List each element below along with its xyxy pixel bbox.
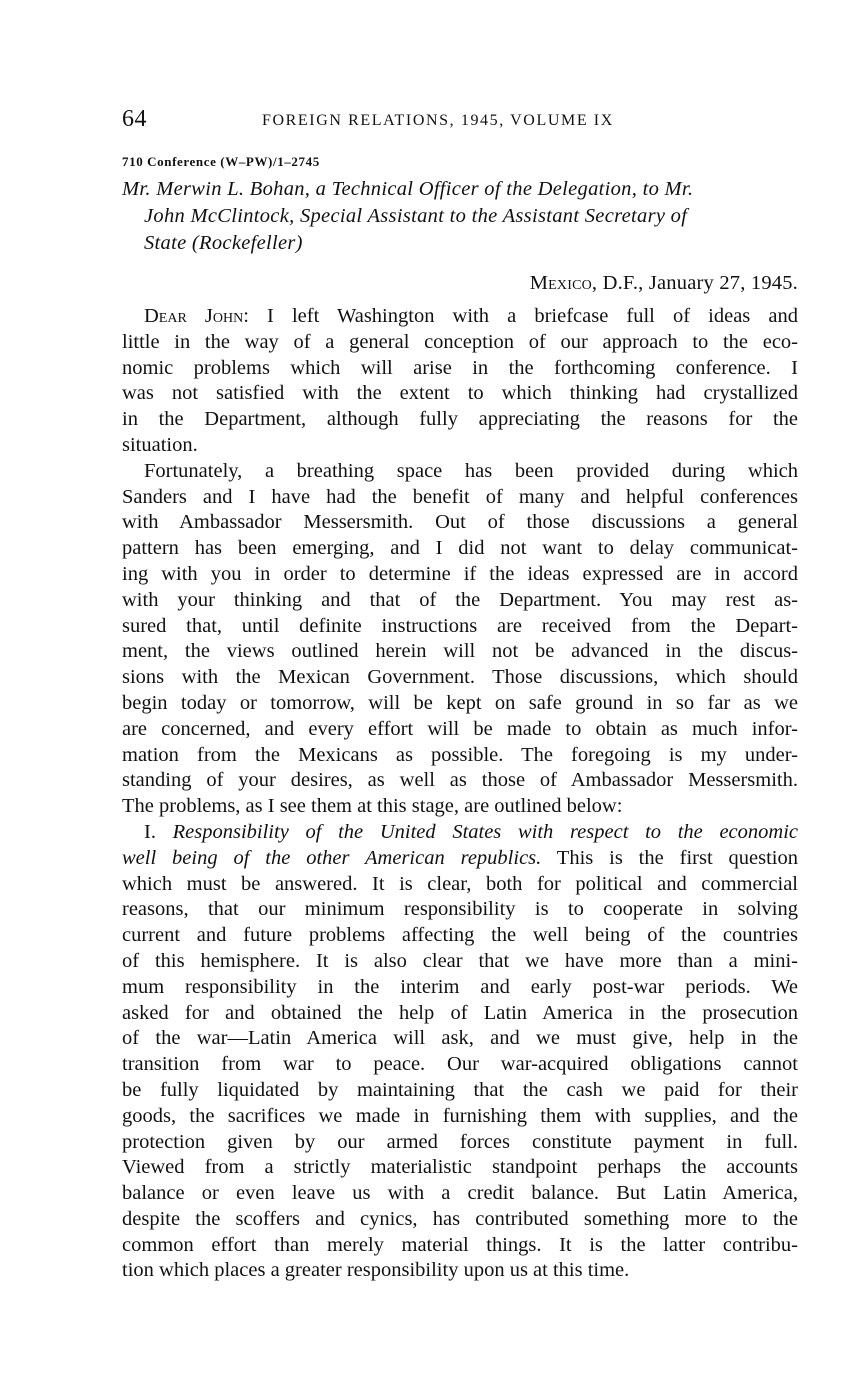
text-line: standing of your desires, as well as those of Ambassador Messersmith. — [122, 769, 798, 792]
paragraph-1 — [122, 304, 798, 459]
text-line: reasons, that our minimum responsibility is to cooperate in solving — [122, 898, 798, 921]
text-line: despite the scoffers and cynics, has contributed something more to the — [122, 1207, 798, 1230]
heading-line: State (Rockefeller) — [144, 232, 303, 254]
running-head — [122, 106, 798, 136]
text-line: sured that, until definite instructions are received from the Depart- — [122, 614, 798, 637]
text-line: ment, the views outlined herein will not be advanced in the discus- — [122, 640, 798, 663]
text-line: mum responsibility in the interim and early post-war periods. We — [122, 975, 798, 998]
text-line: was not satisfied with the extent to which thinking had crystallized — [122, 382, 798, 405]
file-reference: 710 Conference (W–PW)/1–2745 — [122, 154, 320, 169]
text-line: begin today or tomorrow, will be kept on safe ground in so far as we — [122, 691, 798, 714]
text-line: Fortunately, a breathing space has been provided during which — [144, 459, 798, 482]
dateline-place: Mexico — [529, 272, 592, 294]
text-line: current and future problems affecting the well being of the countries — [122, 924, 798, 947]
section-title-cont: well being of the other American republics. — [122, 846, 542, 869]
letter-body — [122, 304, 798, 1284]
section-title: Responsibility of the United States with respect to the economic — [172, 820, 798, 843]
text-line: little in the way of a general conception of our approach to the eco- — [122, 330, 798, 353]
text-line: of the war—Latin America will ask, and we must give, help in the — [122, 1027, 798, 1050]
text-line: which must be answered. It is clear, both for political and commercial — [122, 872, 798, 895]
text-line: Sanders and I have had the benefit of many and helpful conferences — [122, 485, 798, 508]
text-line: be fully liquidated by maintaining that the cash we paid for their — [122, 1078, 798, 1101]
dateline — [530, 272, 798, 295]
section-text: This is the first question — [541, 846, 798, 869]
text-line: with your thinking and that of the Department. You may rest as- — [122, 588, 798, 611]
text-line: ing with you in order to determine if the ideas expressed are in accord — [122, 562, 798, 585]
salutation: Dear John: — [144, 305, 249, 327]
text-line: of this hemisphere. It is also clear that we have more than a mini- — [122, 949, 798, 972]
heading-line: John McClintock, Special Assistant to the Assistant Secretary of — [144, 205, 688, 227]
paragraph-3 — [122, 820, 798, 1284]
text-line: balance or even leave us with a credit balance. But Latin America, — [122, 1182, 798, 1205]
text-line: in the Department, although fully appreciating the reasons for the — [122, 408, 798, 431]
text-line: goods, the sacrifices we made in furnishing them with supplies, and the — [122, 1104, 798, 1127]
salutation-tail: I left Washington with a briefcase full of ideas and — [248, 305, 798, 327]
text-line: with Ambassador Messersmith. Out of those discussions a general — [122, 511, 798, 534]
section-number: I. — [144, 820, 156, 843]
page-number: 64 — [122, 106, 147, 132]
text-line: situation. — [122, 433, 198, 456]
text-line: mation from the Mexicans as possible. The foregoing is my under- — [122, 743, 798, 766]
text-line: asked for and obtained the help of Latin America in the prosecution — [122, 1001, 798, 1024]
text-line: The problems, as I see them at this stage, are outlined below: — [122, 795, 623, 818]
document-heading — [122, 176, 798, 257]
text-line: protection given by our armed forces constitute payment in full. — [122, 1130, 798, 1153]
text-line: are concerned, and every effort will be made to obtain as much infor- — [122, 717, 798, 740]
text-line: sions with the Mexican Government. Those discussions, which should — [122, 666, 798, 689]
dateline-date: , D.F., January 27, 1945. — [591, 272, 798, 294]
text-line: nomic problems which will arise in the forthcoming conference. I — [122, 356, 798, 379]
paragraph-2 — [122, 459, 798, 820]
heading-line: Mr. Merwin L. Bohan, a Technical Officer of the Delegation, to Mr. — [122, 178, 694, 200]
text-line: transition from war to peace. Our war-acquired obligations cannot — [122, 1053, 798, 1076]
text-line — [122, 304, 798, 330]
text-line — [122, 846, 798, 872]
text-line: pattern has been emerging, and I did not want to delay communicat- — [122, 537, 798, 560]
running-title: FOREIGN RELATIONS, 1945, VOLUME IX — [262, 112, 614, 129]
text-line: tion which places a greater responsibility upon us at this time. — [122, 1259, 630, 1282]
text-line: common effort than merely material things. It is the latter contribu- — [122, 1233, 798, 1256]
text-line: Viewed from a strictly materialistic standpoint perhaps the accounts — [122, 1156, 798, 1179]
section-heading-line — [122, 820, 798, 846]
